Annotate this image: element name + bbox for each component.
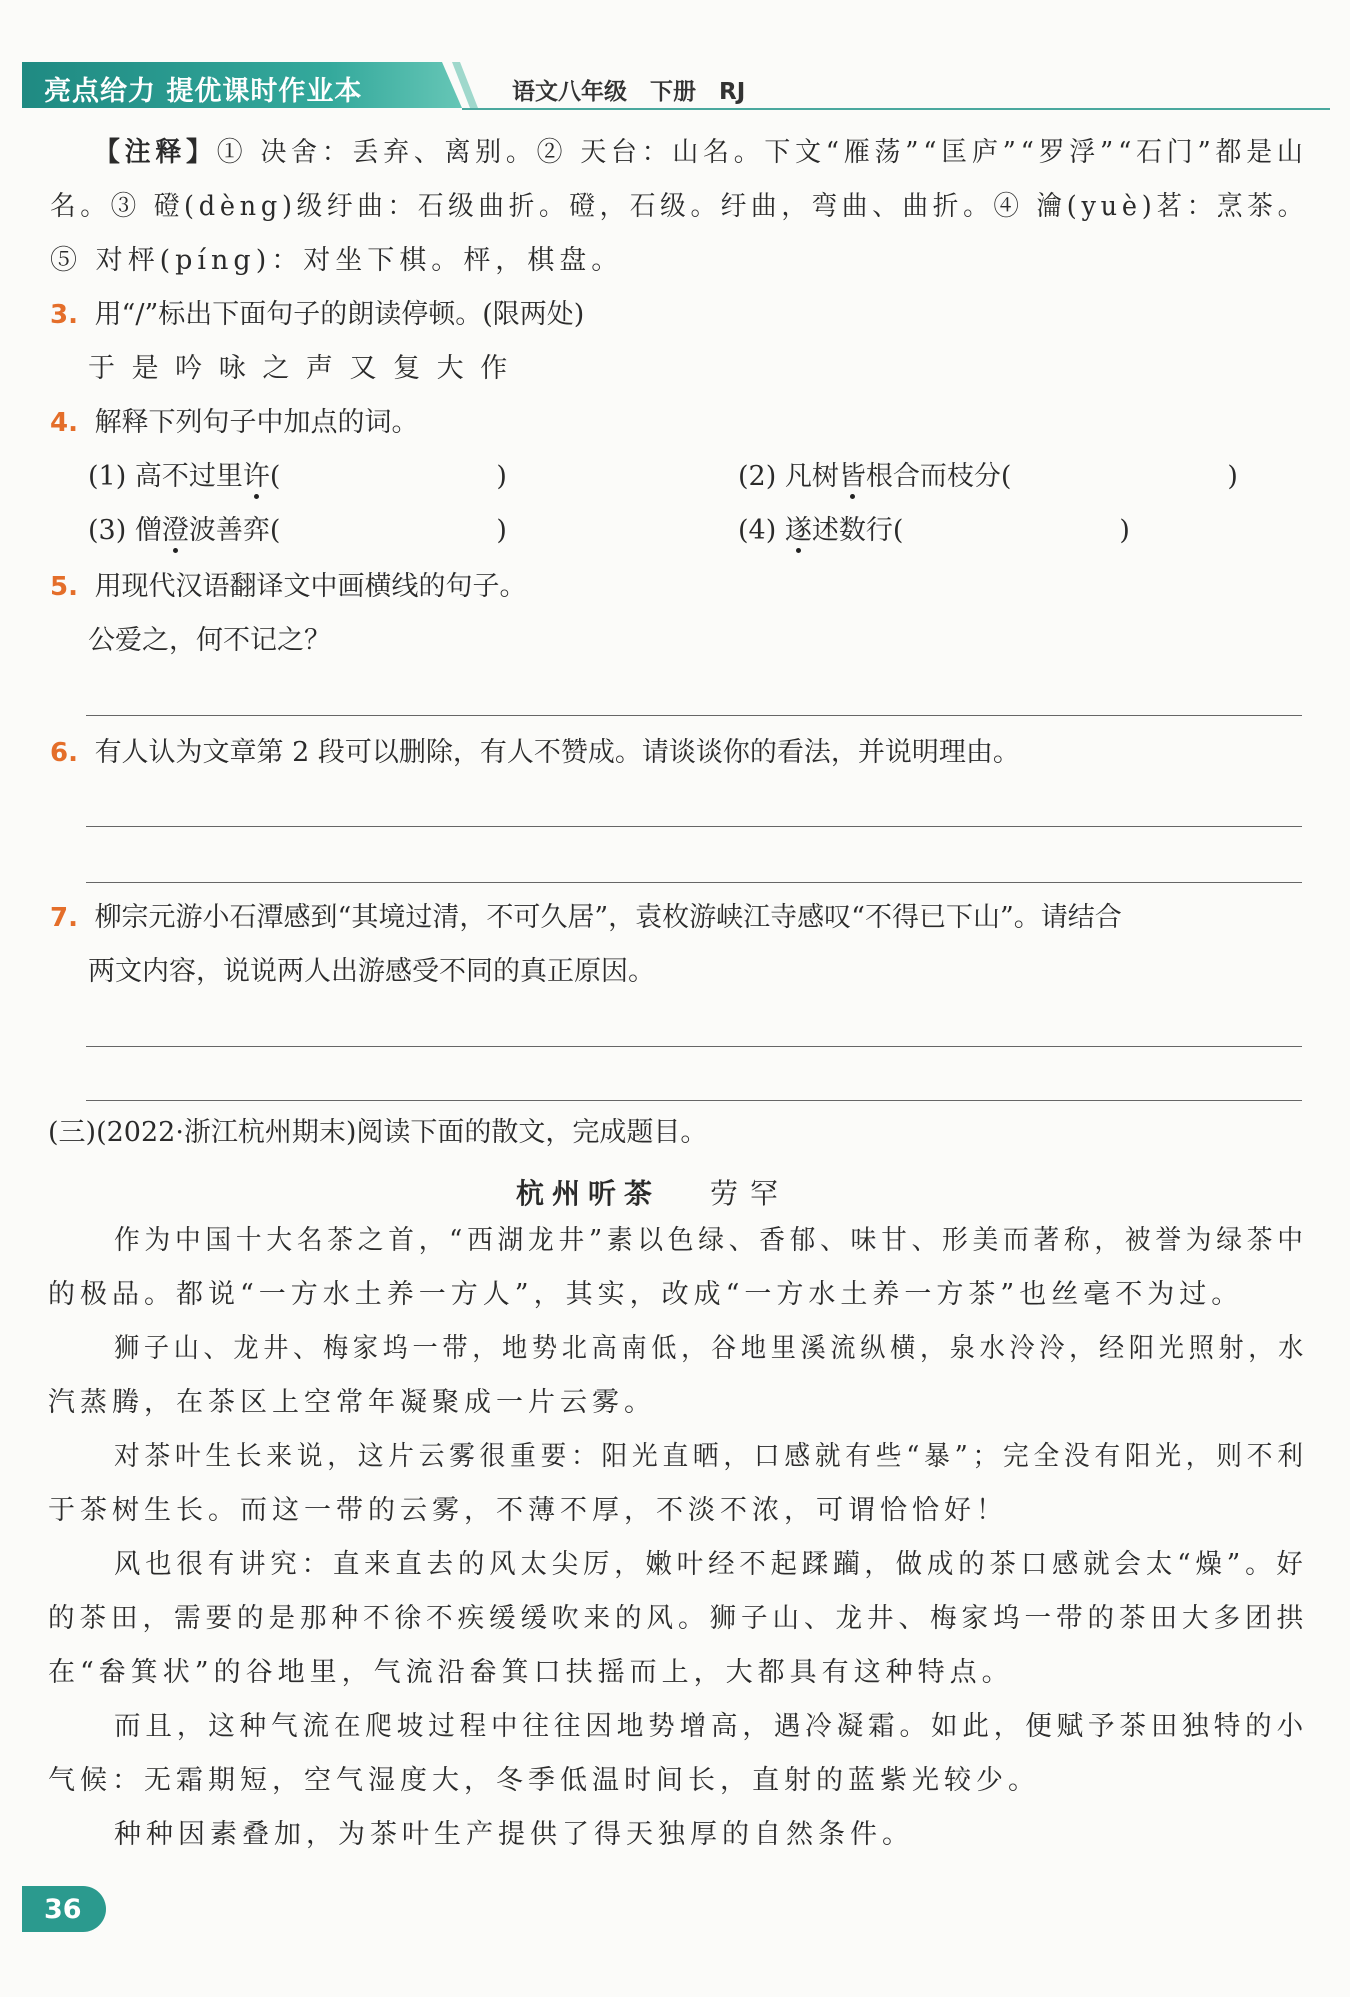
question-4-item-4: (4) 遂述数行( )	[738, 515, 1130, 546]
passage-paragraph-5-cont: 气候：无霜期短，空气湿度大，冬季低温时间长，直射的蓝紫光较少。	[48, 1765, 1040, 1796]
answer-line[interactable]	[86, 715, 1302, 716]
answer-blank[interactable]: ( )	[269, 515, 507, 546]
passage-paragraph-1-cont: 的极品。都说“一方水土养一方人”，其实，改成“一方水土养一方茶”也丝毫不为过。	[48, 1279, 1244, 1310]
question-4: 4. 解释下列句子中加点的词。	[50, 407, 419, 438]
question-3: 3. 用“/”标出下面句子的朗读停顿。(限两处)	[50, 299, 585, 330]
answer-line[interactable]	[86, 1100, 1302, 1101]
passage-paragraph-4: 风也很有讲究：直来直去的风太尖厉，嫩叶经不起蹂躏，做成的茶口感就会太“燥”。好	[114, 1549, 1308, 1580]
answer-line[interactable]	[86, 1046, 1302, 1047]
answer-blank[interactable]: ( )	[269, 461, 507, 492]
page-number-tab	[22, 1886, 106, 1932]
answer-blank[interactable]: ( )	[892, 515, 1130, 546]
question-number: 7.	[50, 903, 78, 933]
answer-blank[interactable]: ( )	[1000, 461, 1238, 492]
notes-line-3: ⑤ 对枰(píng)：对坐下棋。枰，棋盘。	[50, 245, 624, 276]
question-3-sentence: 于 是 吟 咏 之 声 又 复 大 作	[88, 353, 512, 384]
passage-paragraph-3-cont: 于茶树生长。而这一带的云雾，不薄不厚，不淡不浓，可谓恰恰好！	[48, 1495, 1008, 1526]
question-4-item-3: (3) 僧澄波善弈( )	[88, 515, 507, 546]
answer-line[interactable]	[86, 826, 1302, 827]
header-rule	[462, 108, 1330, 110]
passage-paragraph-6: 种种因素叠加，为茶叶生产提供了得天独厚的自然条件。	[114, 1819, 914, 1850]
passage-paragraph-4-cont-2: 在“畚箕状”的谷地里，气流沿畚箕口扶摇而上，大都具有这种特点。	[48, 1657, 1014, 1688]
question-4-item-1: (1) 高不过里许( )	[88, 461, 507, 492]
subject-label: 语文八年级 下册 RJ	[512, 79, 746, 105]
passage-paragraph-1: 作为中国十大名茶之首，“西湖龙井”素以色绿、香郁、味甘、形美而著称，被誉为绿茶中	[114, 1225, 1308, 1256]
page-header	[22, 62, 1330, 110]
question-5: 5. 用现代汉语翻译文中画横线的句子。	[50, 571, 527, 602]
question-number: 3.	[50, 300, 78, 330]
book-series-title: 亮点给力 提优课时作业本	[44, 76, 363, 107]
passage-paragraph-5: 而且，这种气流在爬坡过程中往往因地势增高，遇冷凝霜。如此，便赋予茶田独特的小	[114, 1711, 1308, 1742]
section-3-intro: (三)(2022·浙江杭州期末)阅读下面的散文，完成题目。	[48, 1117, 708, 1148]
passage-paragraph-4-cont: 的茶田，需要的是那种不徐不疾缓缓吹来的风。狮子山、龙井、梅家坞一带的茶田大多团拱	[48, 1603, 1309, 1634]
question-number: 5.	[50, 572, 78, 602]
question-4-item-2: (2) 凡树皆根合而枝分( )	[738, 461, 1238, 492]
passage-paragraph-3: 对茶叶生长来说，这片云雾很重要：阳光直晒，口感就有些“暴”；完全没有阳光，则不利	[114, 1441, 1308, 1472]
question-7-line-2: 两文内容，说说两人出游感受不同的真正原因。	[88, 956, 655, 987]
question-7: 7. 柳宗元游小石潭感到“其境过清，不可久居”，袁枚游峡江寺感叹“不得已下山”。请结合	[50, 902, 1122, 933]
passage-title: 杭州听茶 劳罕	[516, 1177, 791, 1210]
question-number: 6.	[50, 738, 78, 768]
notes-line-1: 【注释】① 决舍：丢弃、离别。② 天台：山名。下文“雁荡”“匡庐”“罗浮”“石门”都是山	[94, 137, 1308, 168]
notes-line-2: 名。③ 磴(dèng)级纡曲：石级曲折。磴，石级。纡曲，弯曲、曲折。④ 瀹(yuè)茗：烹茶。	[50, 191, 1308, 222]
question-number: 4.	[50, 408, 78, 438]
notes-label: 【注释】	[94, 137, 217, 168]
answer-line[interactable]	[86, 882, 1302, 883]
question-6: 6. 有人认为文章第 2 段可以删除，有人不赞成。请谈谈你的看法，并说明理由。	[50, 737, 1020, 768]
page-number: 36	[44, 1894, 82, 1925]
passage-paragraph-2: 狮子山、龙井、梅家坞一带，地势北高南低，谷地里溪流纵横，泉水泠泠，经阳光照射，水	[114, 1333, 1308, 1364]
question-5-sentence: 公爱之，何不记之？	[88, 625, 331, 656]
passage-paragraph-2-cont: 汽蒸腾，在茶区上空常年凝聚成一片云雾。	[48, 1387, 656, 1418]
passage-author: 劳罕	[710, 1177, 791, 1210]
